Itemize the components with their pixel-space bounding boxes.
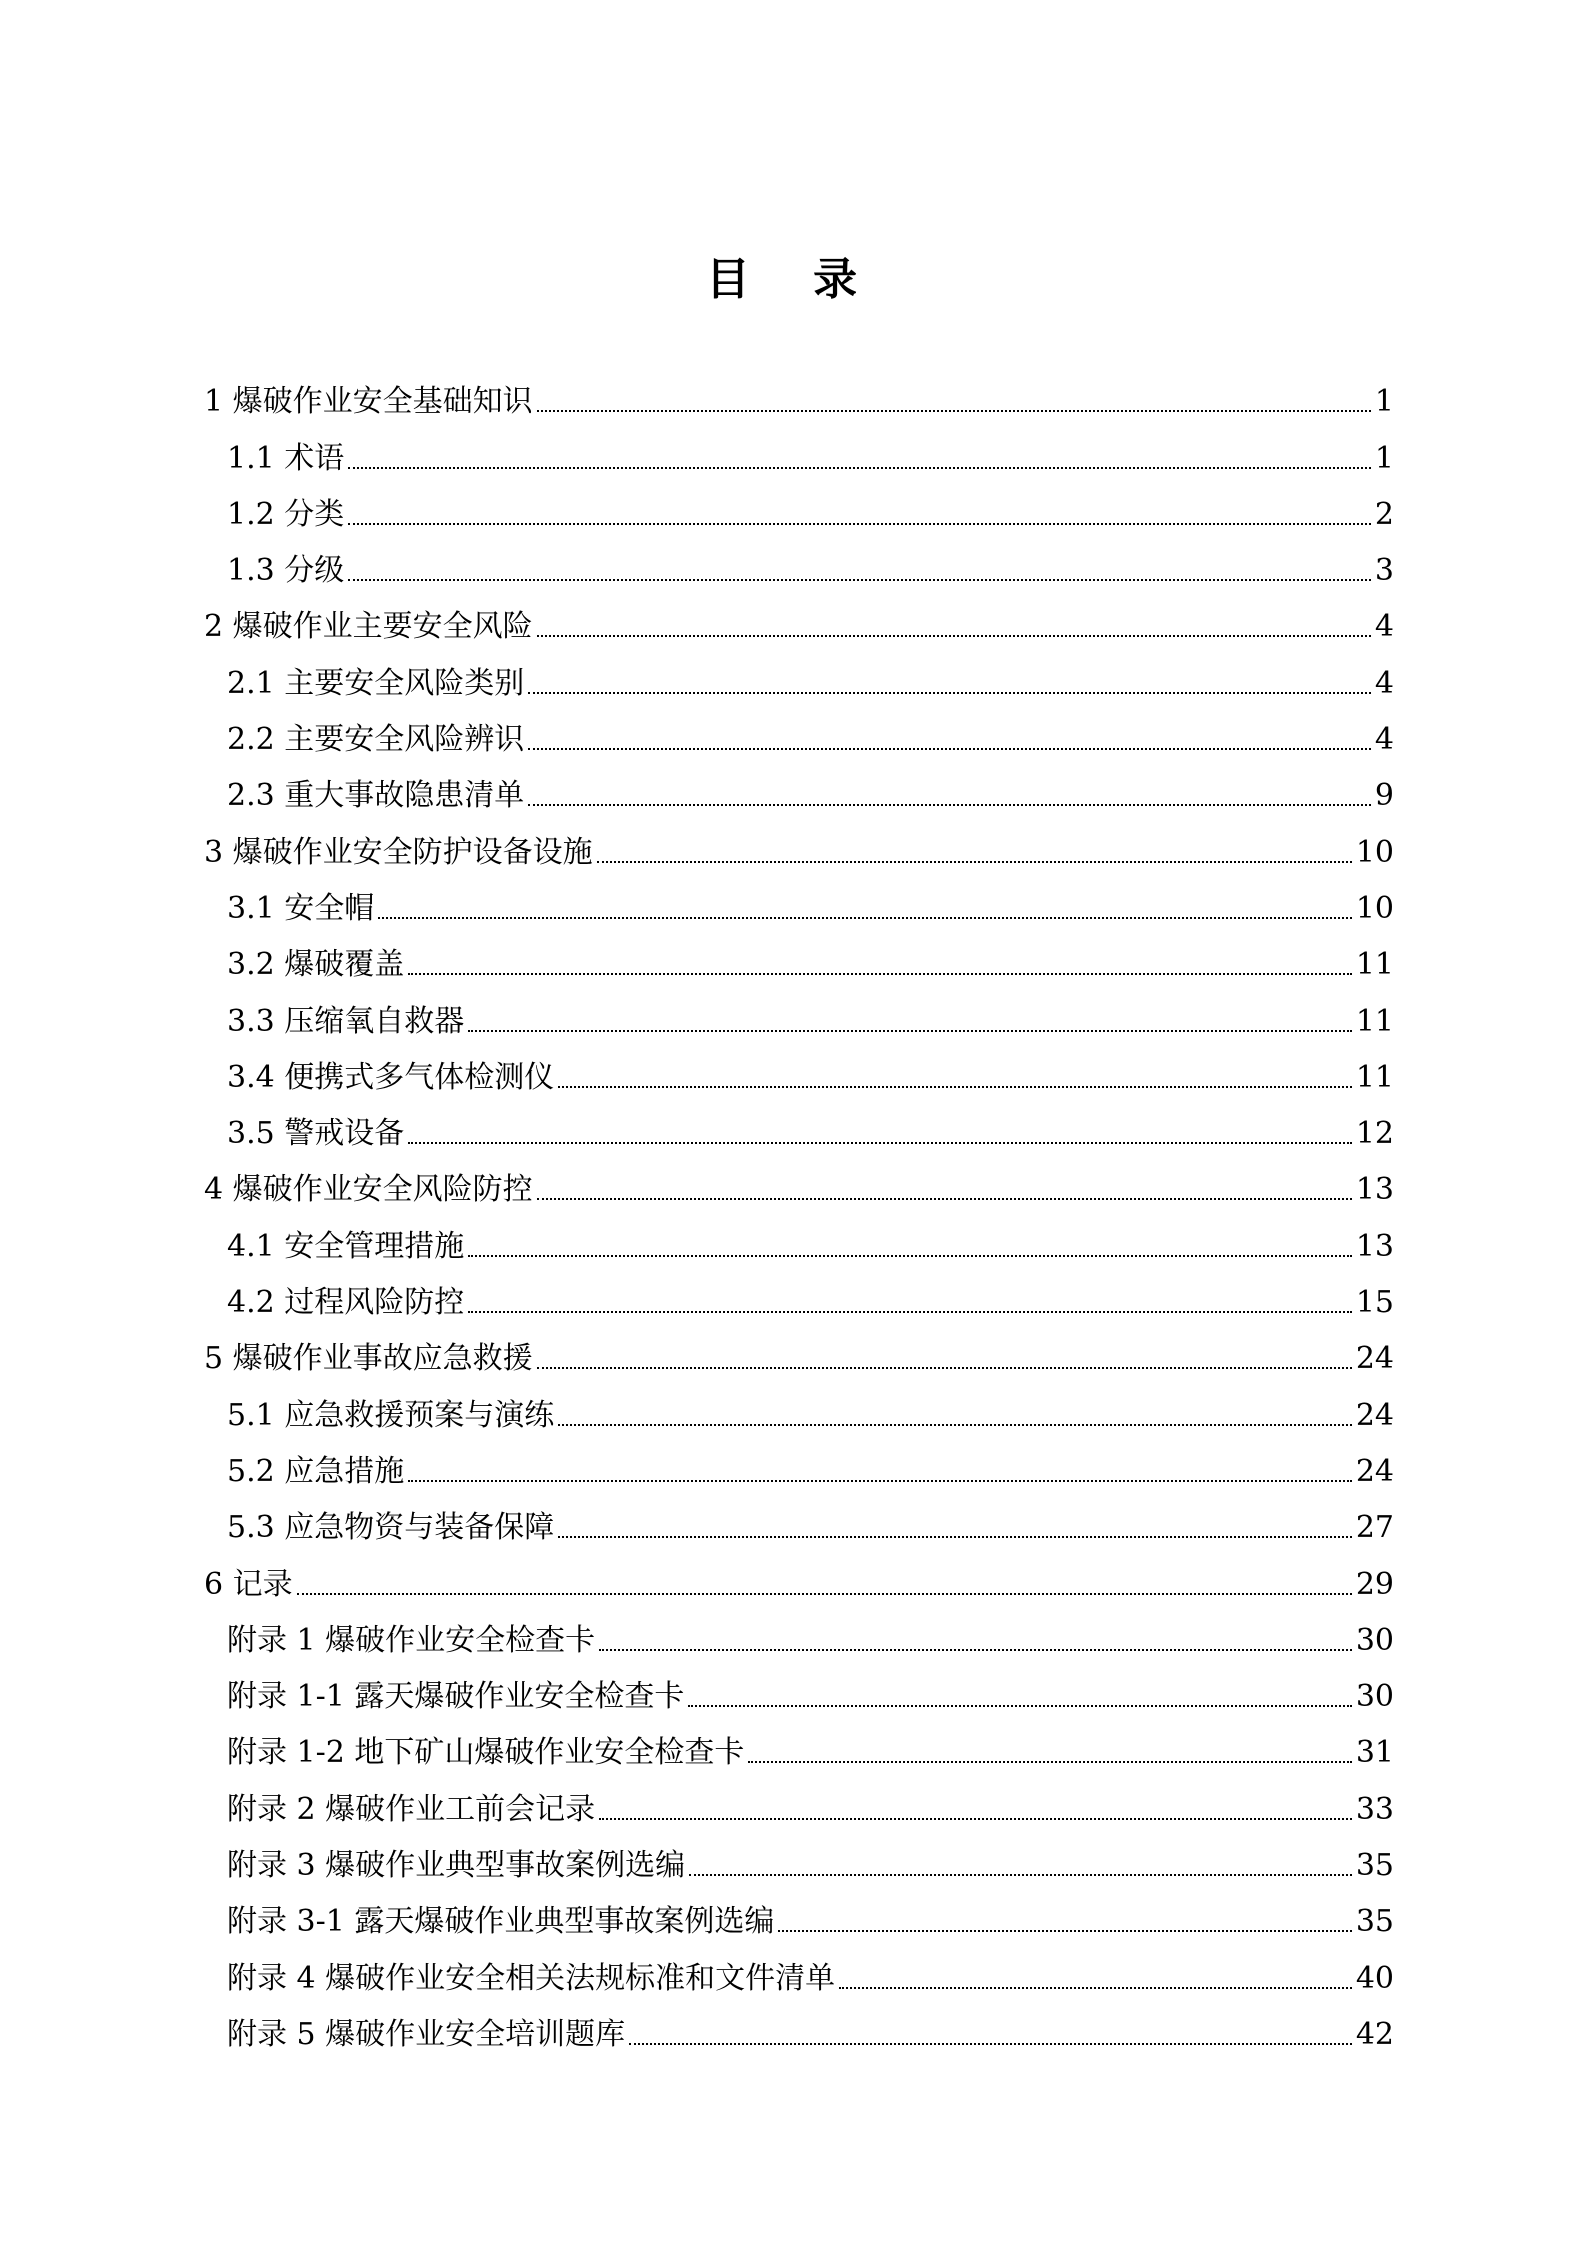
toc-entry[interactable] [204,873,1394,929]
toc-dot-leader [348,467,1371,469]
toc-dot-leader [528,748,1371,750]
toc-entry[interactable] [204,1210,1394,1266]
toc-dot-leader [558,1424,1352,1426]
toc-entry-label: 附录 3 爆破作业典型事故案例选编 [227,1848,686,1884]
toc-entry-label: 4.2 过程风险防控 [227,1285,465,1321]
toc-dot-leader [468,1030,1352,1032]
toc-entry-label: 附录 1-1 露天爆破作业安全检查卡 [227,1679,685,1715]
toc-entry[interactable] [204,760,1394,816]
toc-dot-leader [688,1705,1351,1707]
toc-dot-leader [597,861,1352,863]
toc-entry-page-number: 30 [1355,1622,1394,1658]
toc-entry[interactable] [204,1661,1394,1717]
toc-dot-leader [629,2043,1352,2045]
toc-entry-page-number: 13 [1355,1228,1394,1264]
toc-entry[interactable] [204,366,1394,422]
toc-entry[interactable] [204,1154,1394,1210]
toc-entry[interactable] [204,1886,1394,1942]
toc-entry-page-number: 3 [1374,553,1394,589]
toc-entry-page-number: 2 [1374,496,1394,532]
toc-dot-leader [558,1086,1352,1088]
toc-entry-page-number: 4 [1374,609,1394,645]
toc-entry-label: 附录 2 爆破作业工前会记录 [227,1791,596,1827]
toc-entry-label: 附录 3-1 露天爆破作业典型事故案例选编 [227,1904,775,1940]
toc-entry[interactable] [204,422,1394,478]
toc-dot-leader [689,1874,1352,1876]
toc-dot-leader [297,1593,1352,1595]
toc-dot-leader [558,1536,1352,1538]
toc-entry-label: 1 爆破作业安全基础知识 [204,384,533,420]
toc-entry-page-number: 4 [1374,665,1394,701]
toc-entry[interactable] [204,1773,1394,1829]
toc-entry-label: 附录 5 爆破作业安全培训题库 [227,2016,626,2052]
toc-dot-leader [468,1311,1352,1313]
toc-entry[interactable] [204,1267,1394,1323]
toc-entry-label: 附录 1-2 地下矿山爆破作业安全检查卡 [227,1735,745,1771]
toc-entry-page-number: 4 [1374,722,1394,758]
toc-entry-page-number: 24 [1355,1397,1394,1433]
toc-dot-leader [348,523,1371,525]
toc-dot-leader [408,1480,1352,1482]
toc-entry-label: 3.3 压缩氧自救器 [227,1003,465,1039]
toc-entry[interactable] [204,1717,1394,1773]
toc-entry[interactable] [204,985,1394,1041]
toc-entry[interactable] [204,1379,1394,1435]
toc-entry-page-number: 27 [1355,1510,1394,1546]
toc-entry[interactable] [204,1605,1394,1661]
toc-entry-page-number: 33 [1355,1791,1394,1827]
toc-dot-leader [408,973,1352,975]
toc-dot-leader [537,1198,1352,1200]
toc-entry-label: 2.3 重大事故隐患清单 [227,778,525,814]
toc-entry-page-number: 11 [1355,1059,1394,1095]
toc-entry-page-number: 30 [1355,1679,1394,1715]
toc-dot-leader [748,1761,1351,1763]
toc-entry[interactable] [204,479,1394,535]
toc-entry-label: 附录 1 爆破作业安全检查卡 [227,1622,596,1658]
toc-entry-page-number: 35 [1355,1904,1394,1940]
table-of-contents [204,366,1394,2055]
toc-dot-leader [528,804,1371,806]
toc-entry[interactable] [204,1830,1394,1886]
toc-entry[interactable] [204,591,1394,647]
toc-entry-label: 2.1 主要安全风险类别 [227,665,525,701]
toc-entry-page-number: 11 [1355,1003,1394,1039]
toc-entry-page-number: 1 [1374,440,1394,476]
page-title: 目 录 [705,254,882,305]
toc-entry-label: 4.1 安全管理措施 [227,1228,465,1264]
toc-entry-label: 2.2 主要安全风险辨识 [227,722,525,758]
toc-entry-page-number: 31 [1355,1735,1394,1771]
toc-entry-label: 3.2 爆破覆盖 [227,947,405,983]
toc-entry[interactable] [204,816,1394,872]
toc-entry-page-number: 10 [1355,890,1394,926]
toc-entry-label: 1.2 分类 [227,496,345,532]
toc-entry-label: 5 爆破作业事故应急救援 [204,1341,533,1377]
toc-entry-page-number: 15 [1355,1285,1394,1321]
toc-entry[interactable] [204,647,1394,703]
toc-entry-page-number: 29 [1355,1566,1394,1602]
toc-entry[interactable] [204,1999,1394,2055]
toc-entry[interactable] [204,1548,1394,1604]
toc-entry-page-number: 35 [1355,1848,1394,1884]
toc-entry-label: 2 爆破作业主要安全风险 [204,609,533,645]
toc-entry-page-number: 42 [1355,2016,1394,2052]
toc-entry[interactable] [204,1436,1394,1492]
toc-entry-label: 3.1 安全帽 [227,890,375,926]
toc-entry-label: 5.3 应急物资与装备保障 [227,1510,555,1546]
toc-entry[interactable] [204,535,1394,591]
toc-dot-leader [408,1142,1352,1144]
toc-entry-page-number: 12 [1355,1116,1394,1152]
toc-entry-page-number: 40 [1355,1960,1394,1996]
toc-dot-leader [348,579,1371,581]
toc-dot-leader [839,1987,1352,1989]
toc-entry-page-number: 13 [1355,1172,1394,1208]
toc-entry[interactable] [204,1492,1394,1548]
toc-entry-page-number: 10 [1355,834,1394,870]
toc-entry-label: 4 爆破作业安全风险防控 [204,1172,533,1208]
toc-entry[interactable] [204,929,1394,985]
toc-entry[interactable] [204,1942,1394,1998]
toc-dot-leader [537,410,1371,412]
toc-dot-leader [537,1367,1352,1369]
toc-entry-label: 5.2 应急措施 [227,1453,405,1489]
toc-entry-label: 1.3 分级 [227,553,345,589]
toc-entry[interactable] [204,1098,1394,1154]
toc-dot-leader [599,1649,1352,1651]
toc-entry-label: 6 记录 [204,1566,293,1602]
toc-entry-page-number: 24 [1355,1453,1394,1489]
toc-entry[interactable] [204,704,1394,760]
toc-entry-page-number: 24 [1355,1341,1394,1377]
toc-entry-label: 1.1 术语 [227,440,345,476]
toc-dot-leader [599,1818,1352,1820]
toc-entry[interactable] [204,1323,1394,1379]
toc-dot-leader [537,635,1371,637]
toc-dot-leader [468,1255,1352,1257]
toc-entry-label: 附录 4 爆破作业安全相关法规标准和文件清单 [227,1960,836,1996]
toc-dot-leader [778,1930,1351,1932]
toc-entry[interactable] [204,1042,1394,1098]
toc-entry-page-number: 1 [1374,384,1394,420]
toc-dot-leader [528,692,1371,694]
toc-dot-leader [378,917,1352,919]
toc-entry-label: 3.4 便携式多气体检测仪 [227,1059,555,1095]
toc-entry-label: 5.1 应急救援预案与演练 [227,1397,555,1433]
toc-entry-page-number: 9 [1374,778,1394,814]
toc-entry-label: 3.5 警戒设备 [227,1116,405,1152]
toc-entry-page-number: 11 [1355,947,1394,983]
toc-entry-label: 3 爆破作业安全防护设备设施 [204,834,593,870]
